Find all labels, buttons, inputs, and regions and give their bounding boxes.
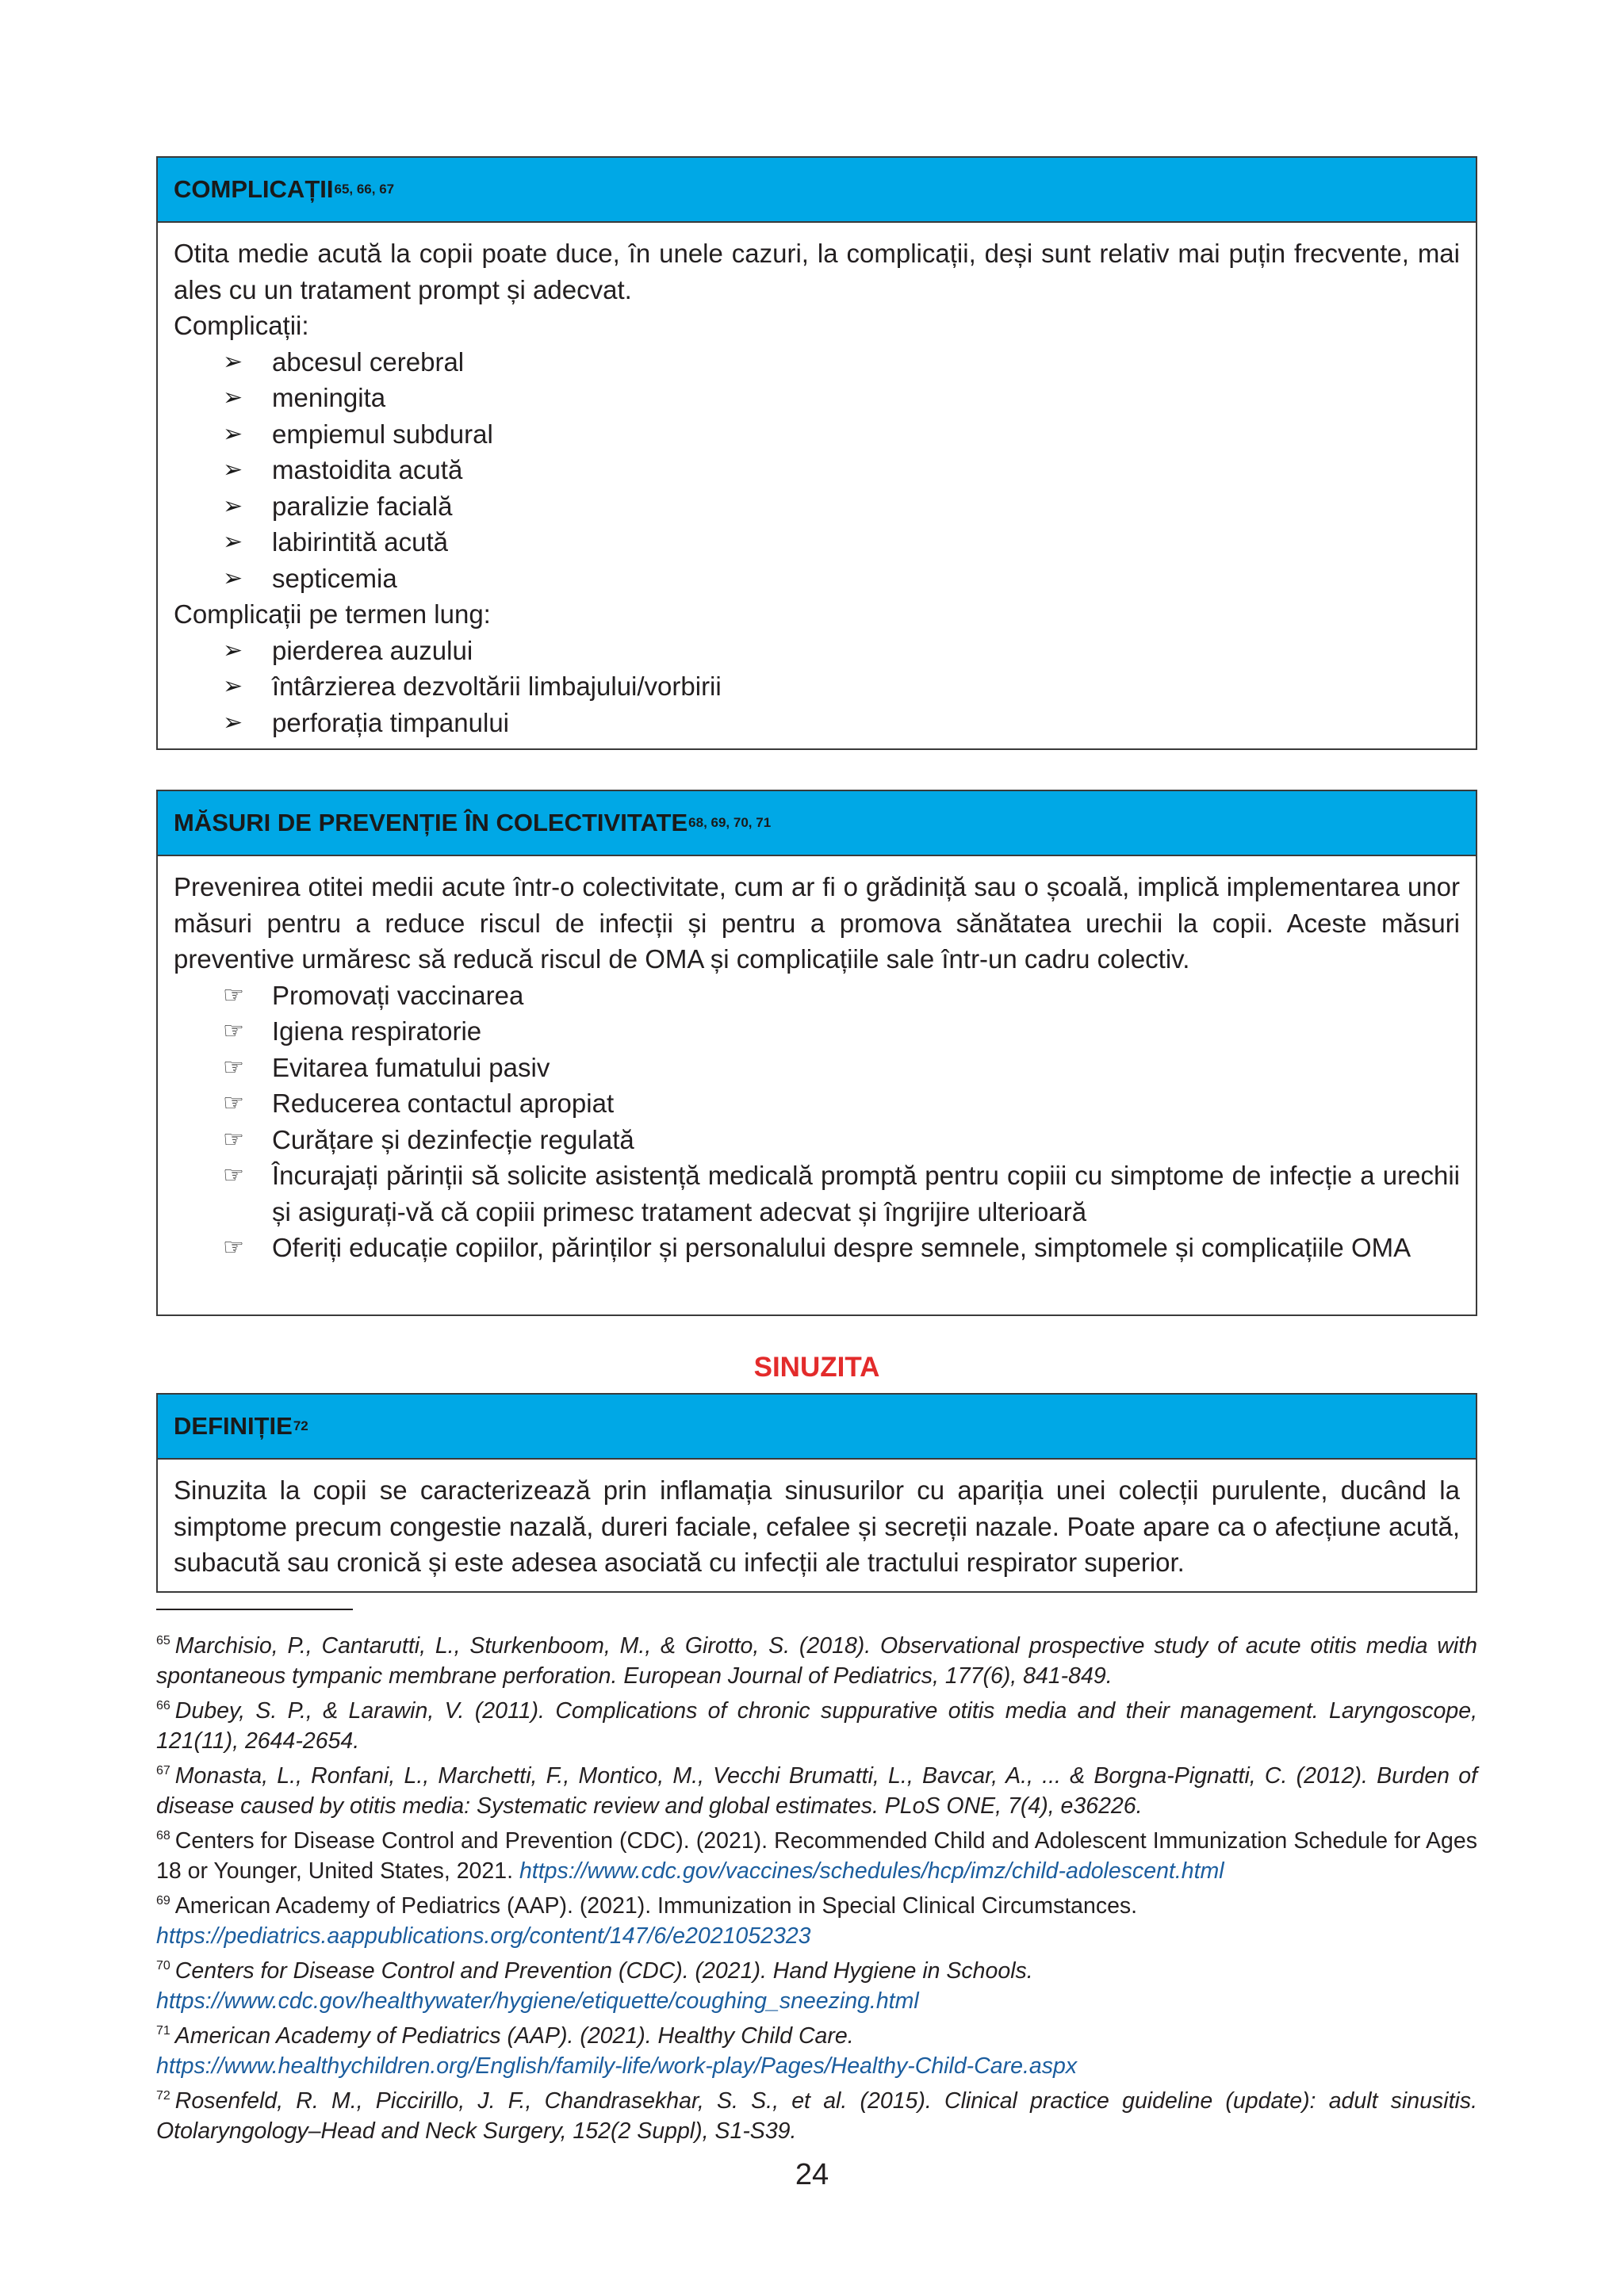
- footnote-65: $^{65}$ Marchisio, P., Cantarutti, L., Sturkenboom, M., & Girotto, S. (2018). Observational prospective study of acute otitis media with spontaneous tympanic membrane perforation. European Journal of Pediatrics, 177(6), 841-849.: [156, 1633, 1477, 1689]
- masuri-box: [156, 790, 1477, 1316]
- arrow-bullet-icon: ➢: [223, 564, 243, 591]
- list-item: ➢ pierderea auzului: [174, 633, 1460, 669]
- list-item: ☞ Curățare și dezinfecție regulată: [174, 1122, 1460, 1158]
- list-item: ☞ Promovați vaccinarea: [174, 978, 1460, 1014]
- pointing-hand-icon: ☞: [223, 982, 244, 1008]
- masuri-intro: Prevenirea otitei medii acute într-o colectivitate, cum ar fi o grădiniță sau o școală, implică implementarea unor măsuri pentru a reduce riscul de infecții și pentru a promova sănătatea urechii la copii. Aceste măsuri preventive urmăresc să reducă riscul de OMA și complicațiile sale într-un cadru colectiv.: [174, 872, 1460, 974]
- masuri-refs: 68, 69, 70, 71: [688, 815, 772, 830]
- list-item: ➢ abcesul cerebral: [174, 344, 1460, 381]
- complicatii-refs: 65, 66, 67: [334, 182, 395, 197]
- complicatii-long-term-list: [174, 633, 1460, 741]
- masuri-header: [158, 791, 1476, 856]
- list-item: ➢ perforația timpanului: [174, 705, 1460, 741]
- definitie-box: [156, 1393, 1477, 1593]
- footnotes: [156, 1626, 1477, 2146]
- page-number: 24: [795, 2158, 829, 2191]
- list-item: ➢ labirintită acută: [174, 524, 1460, 561]
- list-item: ➢ paralizie facială: [174, 488, 1460, 525]
- complicatii-title: COMPLICAȚII: [174, 175, 334, 203]
- footnote-68-link[interactable]: https://www.cdc.gov/vaccines/schedules/hcp/imz/child-adolescent.html: [519, 1858, 1224, 1884]
- definitie-header: [158, 1395, 1476, 1460]
- arrow-bullet-icon: ➢: [223, 529, 243, 555]
- masuri-title: MĂSURI DE PREVENȚIE ÎN COLECTIVITATE: [174, 809, 688, 836]
- footnote-66: $^{66}$ Dubey, S. P., & Larawin, V. (2011). Complications of chronic suppurative otitis media and their management. Laryngoscope, 121(11), 2644-2654.: [156, 1698, 1477, 1754]
- footnote-67: $^{67}$ Monasta, L., Ronfani, L., Marchetti, F., Montico, M., Vecchi Brumatti, L., Bavcar, A., ... & Borgna-Pignatti, C. (2012). Burden of disease caused by otitis media: Systematic review and global estimates. PLoS ONE, 7(4), e36226.: [156, 1763, 1477, 1819]
- footnote-71: $^{71}$ American Academy of Pediatrics (AAP). (2021). Healthy Child Care. https://www.healthychildren.org/English/family-life/work-play/Pages/Healthy-Child-Care.aspx: [156, 2023, 1078, 2079]
- arrow-bullet-icon: ➢: [223, 637, 243, 664]
- list-item: ☞ Evitarea fumatului pasiv: [174, 1050, 1460, 1086]
- footnote-69: $^{69}$ American Academy of Pediatrics (AAP). (2021). Immunization in Special Clinical Circumstances. https://pediatrics.aappublications.org/content/147/6/e2021052323: [156, 1893, 1138, 1949]
- definitie-text: Sinuzita la copii se caracterizează prin inflamația sinusurilor cu apariția unei colecții purulente, ducând la simptome precum congestie nazală, dureri faciale, cefalee și secreții nazale. Poate apare ca o afecțiune acută, subacută sau cronică și este adesea asociată cu infecții ale tractului respirator superior.: [174, 1475, 1460, 1577]
- pointing-hand-icon: ☞: [223, 1126, 244, 1153]
- footnote-separator: [156, 1609, 353, 1610]
- definitie-ref: 72: [293, 1418, 308, 1433]
- complicatii-box: [156, 156, 1477, 750]
- list-item: ☞ Reducerea contactul apropiat: [174, 1085, 1460, 1122]
- masuri-body: [158, 856, 1476, 1280]
- definitie-body: [158, 1460, 1476, 1595]
- arrow-bullet-icon: ➢: [223, 420, 243, 447]
- footnote-72: $^{72}$ Rosenfeld, R. M., Piccirillo, J. F., Chandrasekhar, S. S., et al. (2015). Clinical practice guideline (update): adult sinusitis. Otolaryngology–Head and Neck Surgery, 152(2 Suppl), S1-S39.: [156, 2088, 1477, 2144]
- arrow-bullet-icon: ➢: [223, 348, 243, 375]
- footnote-69-link[interactable]: https://pediatrics.aappublications.org/content/147/6/e2021052323: [156, 1923, 811, 1949]
- list-item: ➢ septicemia: [174, 561, 1460, 597]
- list-item: ➢ empiemul subdural: [174, 416, 1460, 453]
- arrow-bullet-icon: ➢: [223, 709, 243, 736]
- arrow-bullet-icon: ➢: [223, 492, 243, 519]
- masuri-list: [174, 978, 1460, 1266]
- pointing-hand-icon: ☞: [223, 1162, 244, 1188]
- complicatii-label: Complicații:: [174, 311, 309, 340]
- pointing-hand-icon: ☞: [223, 1018, 244, 1044]
- footnote-71-link[interactable]: https://www.healthychildren.org/English/family-life/work-play/Pages/Healthy-Child-Care.aspx: [156, 2053, 1078, 2079]
- pointing-hand-icon: ☞: [223, 1234, 244, 1261]
- section-title-sinuzita: SINUZITA: [753, 1352, 880, 1383]
- complicatii-intro: Otita medie acută la copii poate duce, în unele cazuri, la complicații, deși sunt relativ mai puțin frecvente, mai ales cu un tratament prompt și adecvat.: [174, 239, 1460, 304]
- pointing-hand-icon: ☞: [223, 1054, 244, 1081]
- list-item: ➢ meningita: [174, 380, 1460, 416]
- arrow-bullet-icon: ➢: [223, 385, 243, 411]
- definitie-title: DEFINIȚIE: [174, 1412, 293, 1440]
- arrow-bullet-icon: ➢: [223, 457, 243, 483]
- complicatii-long-term-label: Complicații pe termen lung:: [174, 599, 491, 629]
- pointing-hand-icon: ☞: [223, 1090, 244, 1116]
- complicatii-list: [174, 344, 1460, 597]
- arrow-bullet-icon: ➢: [223, 673, 243, 699]
- list-item: ☞ Oferiți educație copiilor, părinților și personalului despre semnele, simptomele și complicațiile OMA: [174, 1230, 1460, 1266]
- list-item: ➢ mastoidita acută: [174, 452, 1460, 488]
- complicatii-header: [158, 158, 1476, 223]
- complicatii-body: [158, 223, 1476, 755]
- footnote-68: $^{68}$ Centers for Disease Control and Prevention (CDC). (2021). Recommended Child and Adolescent Immunization Schedule for Ages 18 or Younger, United States, 2021. https://www.cdc.gov/vaccines/schedules/hcp/imz/child-adolescent.html: [156, 1828, 1477, 1884]
- footnote-70-link[interactable]: https://www.cdc.gov/healthywater/hygiene/etiquette/coughing_sneezing.html: [156, 1988, 919, 2014]
- list-item: ☞ Igiena respiratorie: [174, 1013, 1460, 1050]
- footnote-70: $^{70}$ Centers for Disease Control and Prevention (CDC). (2021). Hand Hygiene in Schools. https://www.cdc.gov/healthywater/hygiene/etiquette/coughing_sneezing.html: [156, 1958, 1033, 2014]
- list-item: ☞ Încurajați părinții să solicite asistență medicală promptă pentru copiii cu simptome de infecție a urechii și asigurați-vă că copiii primesc tratament adecvat și îngrijire ulterioară: [174, 1158, 1460, 1230]
- list-item: ➢ întârzierea dezvoltării limbajului/vorbirii: [174, 668, 1460, 705]
